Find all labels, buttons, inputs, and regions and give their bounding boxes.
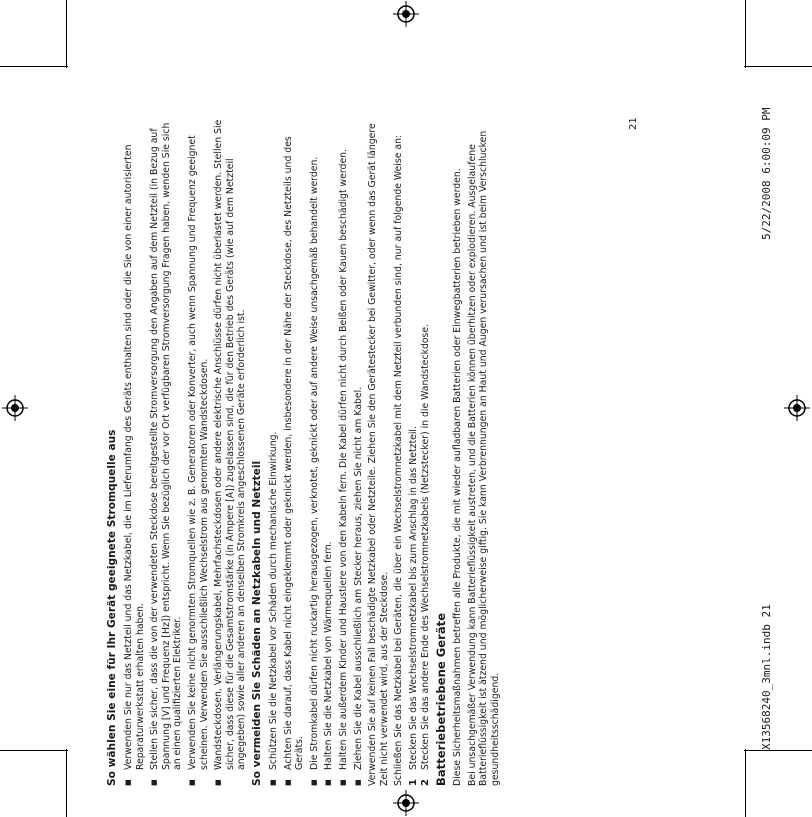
list-item: ■ Verwenden Sie nur das Netzteil und das Netzkabel, die im Lieferumfang des Geräts enthalten sind oder die Sie von einer autorisierten Reparaturwerkstatt erhalten haben. xyxy=(123,118,146,786)
list-item: ■ Halten Sie die Netzkabel von Wärmequellen fern. xyxy=(323,118,335,786)
registration-mark-icon xyxy=(2,395,28,421)
bullet-list xyxy=(268,118,364,786)
page xyxy=(106,94,666,794)
paragraph: Bei unsachgemäßer Verwendung kann Batterieflüssigkeit austreten, und die Batterien können überhitzen oder explodieren. Ausgelaufene Batterieflüssigkeit ist ätzend und möglicherweise giftig. Sie kann Verbrennungen an Haut und Augen verursachen und ist beim Verschlucken gesundheitsschädigend. xyxy=(466,130,501,786)
page-number: 21 xyxy=(628,117,639,130)
document-body xyxy=(106,118,504,786)
crop-mark xyxy=(744,66,812,67)
crop-mark xyxy=(66,0,67,68)
rotated-content xyxy=(106,94,666,794)
section-heading: So vermeiden Sie Schäden an Netzkabeln und Netzteil xyxy=(250,460,263,786)
list-item: ■ Wandsteckdosen, Verlängerungskabel, Mehrfachsteckdosen oder andere elektrische Anschlüsse dürfen nicht überlastet werden. Stellen Sie sicher, dass diese für die Gesamtstromstärke (in Ampere [A]) zugelassen sind, die für den Betrieb des Geräts (wie auf dem Netzteil angegeben) sowie aller anderen an denselben Stromkreis angeschlossenen Geräte erforderlich ist. xyxy=(213,118,248,786)
crop-mark xyxy=(745,749,746,817)
list-item: ■ Verwenden Sie keine nicht genormten Stromquellen wie z. B. Generatoren oder Konverter, auch wenn Spannung und Frequenz geeignet scheinen. Verwenden Sie ausschließlich Wechselstrom aus genormten Wandsteckdosen. xyxy=(187,118,210,786)
list-item xyxy=(408,118,420,786)
list-item: ■ Die Stromkabel dürfen nicht ruckartig herausgezogen, verknotet, geknickt oder auf andere Weise unsachgemäß behandelt werden. xyxy=(309,118,321,786)
list-item: ■ Achten Sie darauf, dass Kabel nicht eingeklemmt oder geknickt werden, insbesondere in der Nähe der Steckdose, des Netzteils und des Geräts. xyxy=(283,118,306,786)
footer-left: X13568240_3mnl.indb 21 xyxy=(760,604,773,750)
list-item: ■ Halten Sie außerdem Kinder und Haustiere von den Kabeln fern. Die Kabel dürfen nicht durch Beißen oder Kauen beschädigt werden. xyxy=(338,118,350,786)
paragraph: Verwenden Sie auf keinen Fall beschädigte Netzkabel oder Netzteile. Ziehen Sie den Gerätestecker bei Gewitter, oder wenn das Gerät längere Zeit nicht verwendet wird, aus der Steckdose. xyxy=(367,123,390,786)
bullet-list xyxy=(123,118,248,786)
footer-right: 5/22/2008 6:00:09 PM xyxy=(760,107,773,240)
step-text: Stecken Sie das Wechselstromnetzkabel bis zum Anschlag in das Netzteil. xyxy=(407,426,419,770)
step-text: Stecken Sie das andere Ende des Wechselstromnetzkabels (Netzstecker) in die Wandsteckdose. xyxy=(420,323,432,770)
section-heading: Batteriebetriebene Geräte xyxy=(434,612,449,786)
step-number: 1 xyxy=(407,779,419,786)
step-number: 2 xyxy=(420,779,432,786)
crop-mark xyxy=(66,749,67,817)
list-item: ■ Schützen Sie die Netzkabel vor Schäden durch mechanische Einwirkung. xyxy=(268,118,280,786)
list-item xyxy=(420,118,432,786)
crop-mark xyxy=(0,750,68,751)
registration-mark-icon xyxy=(393,1,419,27)
paragraph: Schließen Sie das Netzkabel bei Geräten, die über ein Wechselstromnetzkabel mit dem Netzteil verbunden sind, nur auf folgende Weise an: xyxy=(393,134,405,786)
registration-mark-icon xyxy=(784,395,810,421)
section-heading: So wählen Sie eine für Ihr Gerät geeignete Stromquelle aus xyxy=(106,429,118,786)
list-item: ■ Ziehen Sie die Kabel ausschließlich am Stecker heraus, ziehen Sie nicht am Kabel. xyxy=(353,118,365,786)
crop-mark xyxy=(745,0,746,68)
numbered-list xyxy=(408,118,432,786)
crop-mark xyxy=(0,66,68,67)
paragraph: Diese Sicherheitsmaßnahmen betreffen alle Produkte, die mit wieder aufladbaren Batterien oder Einwegbatterien betrieben werden. xyxy=(452,168,464,786)
crop-mark xyxy=(744,750,812,751)
list-item: ■ Stellen Sie sicher, dass die von der verwendeten Steckdose bereitgestellte Stromversorgung den Angaben auf dem Netzteil (in Bezug auf Spannung [V] und Frequenz [Hz]) entspricht. Wenn Sie bezüglich der vor Ort verfügbaren Stromversorgung Fragen haben, wenden Sie sich an einen qualifizierten Elektriker. xyxy=(149,118,184,786)
